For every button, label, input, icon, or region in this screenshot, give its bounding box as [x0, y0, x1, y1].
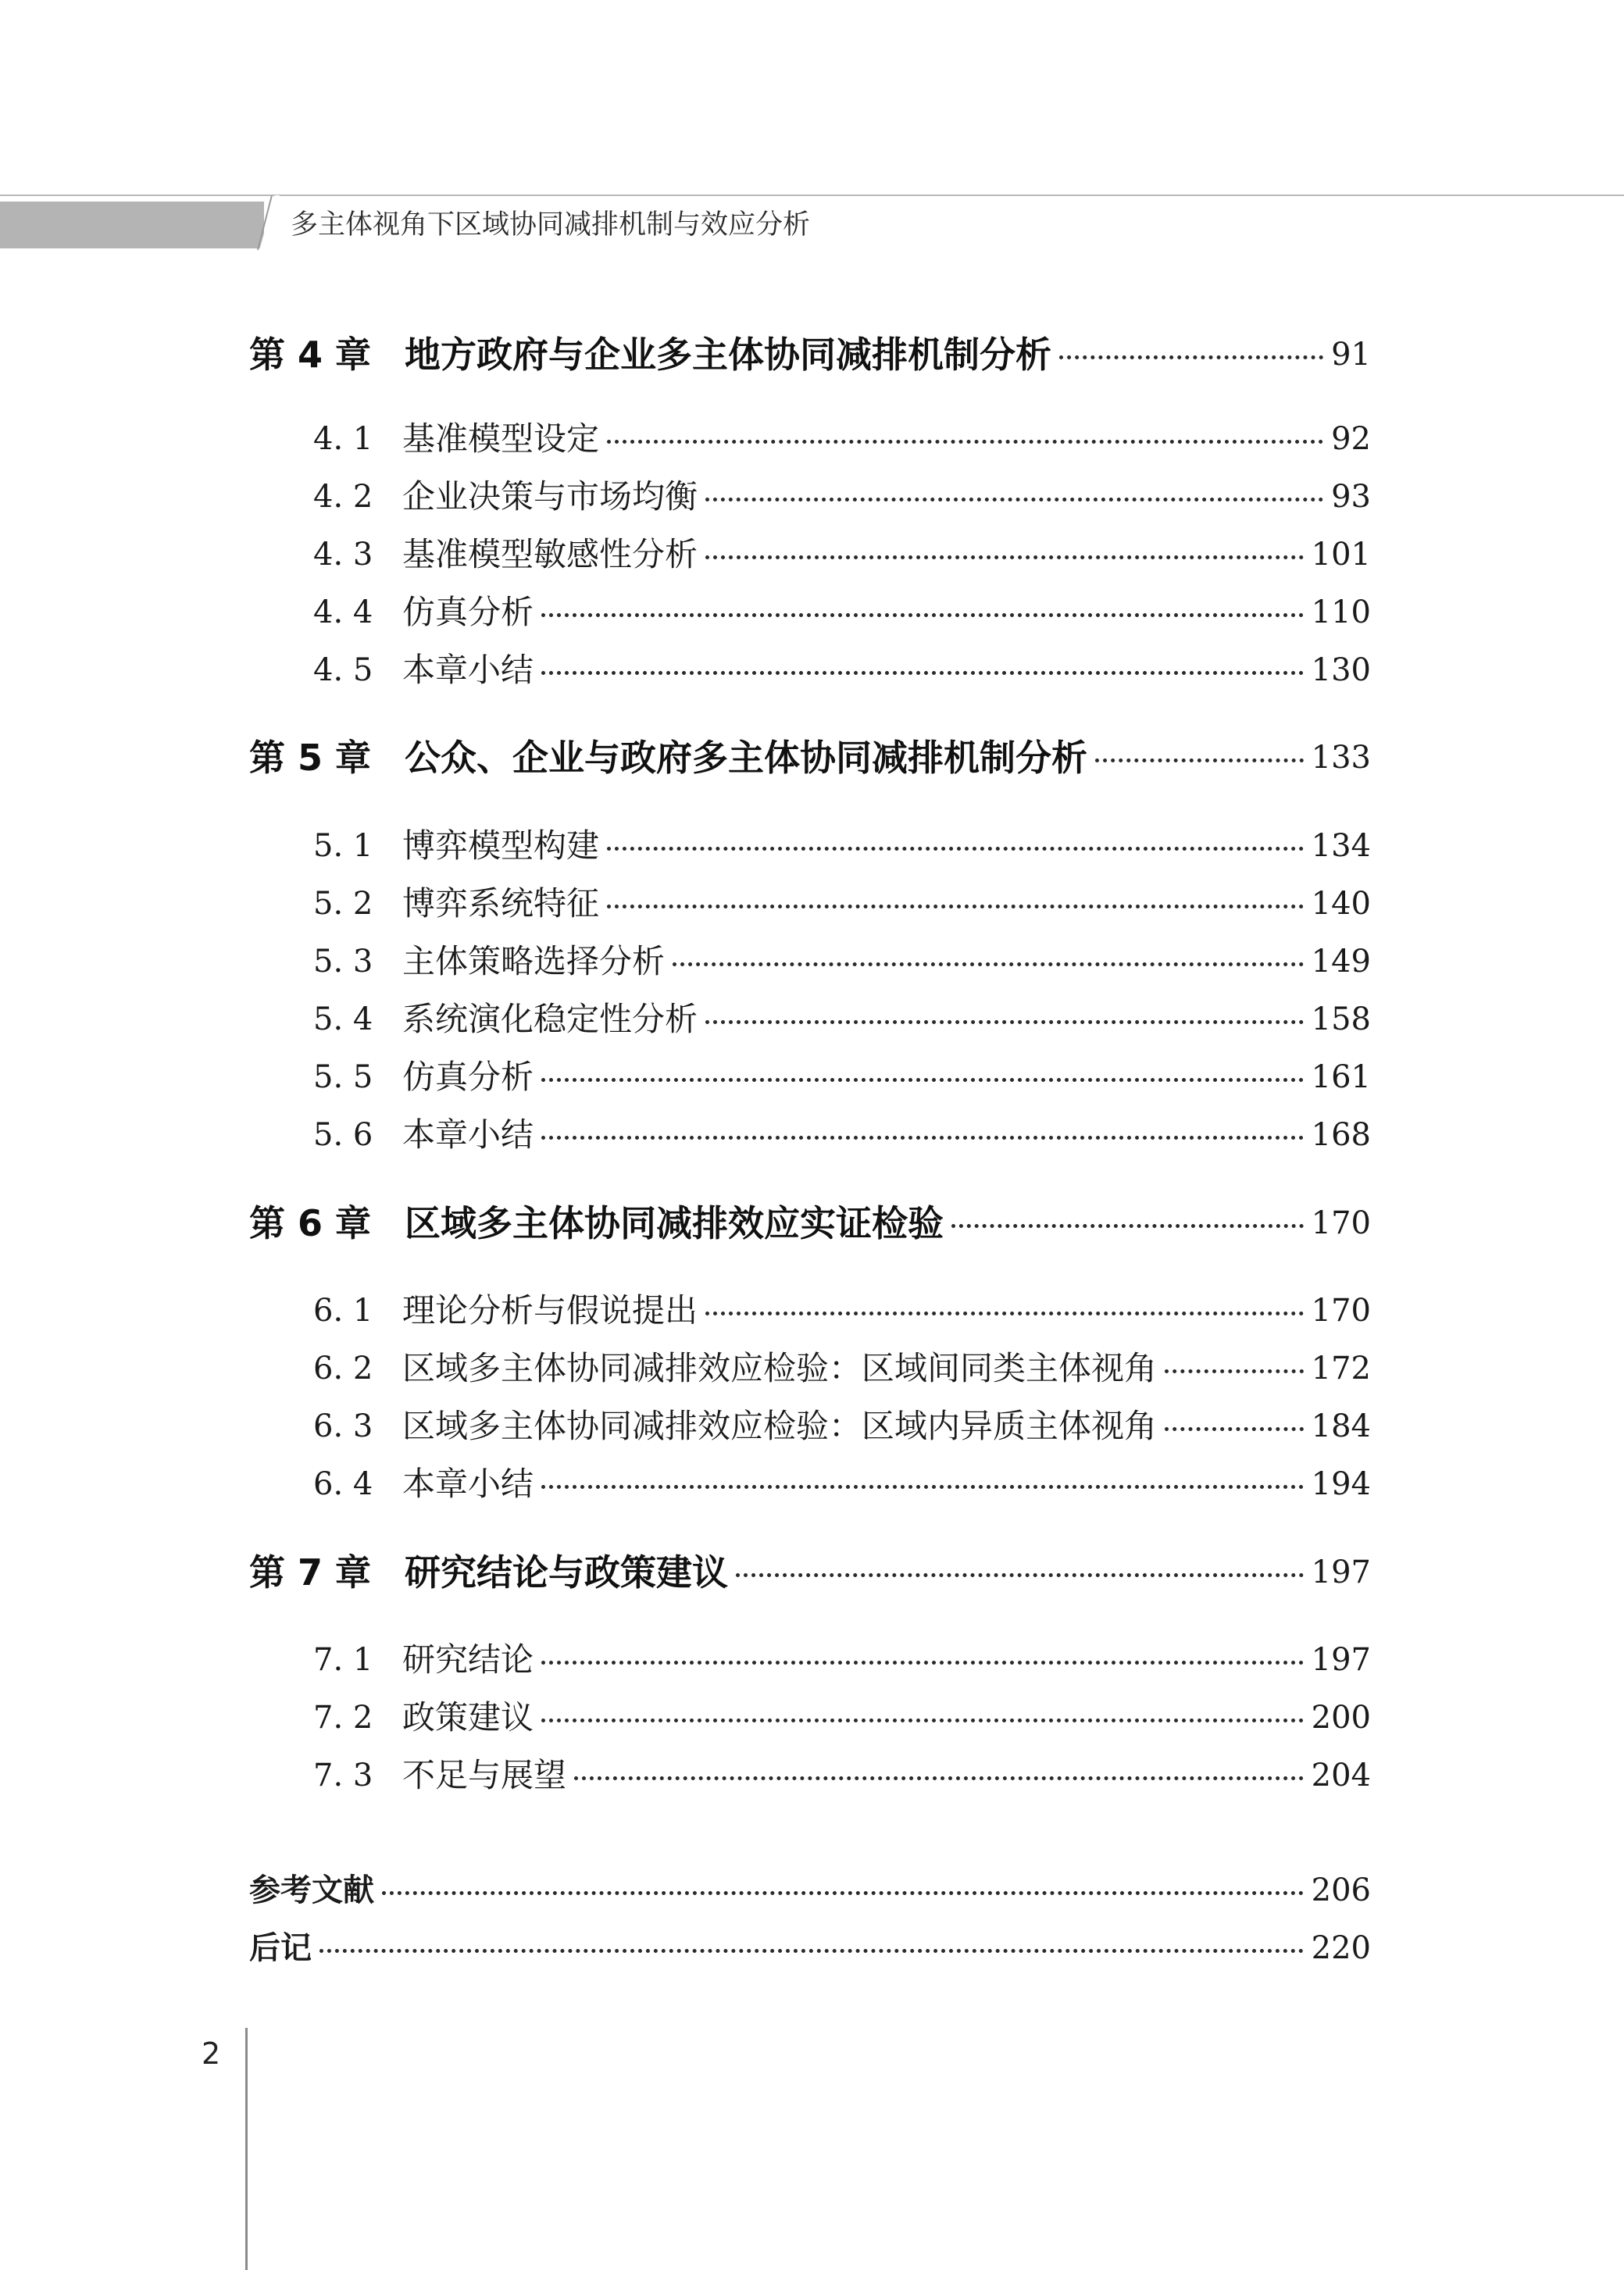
page-ref: 158 — [1305, 997, 1371, 1042]
section-title: 基准模型敏感性分析 — [402, 532, 702, 577]
page-ref: 91 — [1325, 332, 1371, 377]
chapter-number: 第 7 章 — [249, 1551, 372, 1594]
dot-leader — [705, 1020, 1304, 1024]
section-title: 仿真分析 — [402, 590, 538, 635]
section-title: 本章小结 — [402, 1462, 538, 1507]
page-ref: 206 — [1305, 1868, 1371, 1913]
section-number: 5. 6 — [313, 1117, 373, 1153]
page-ref: 170 — [1305, 1201, 1371, 1246]
toc-chapter-entry[interactable] — [0, 332, 1624, 377]
toc-section-entry[interactable] — [0, 1637, 1624, 1683]
section-number: 4. 2 — [313, 479, 373, 515]
chapter-title: 地方政府与企业多主体协同减排机制分析 — [405, 332, 1056, 377]
section-number: 5. 3 — [313, 944, 373, 980]
chapter-number: 第 5 章 — [249, 737, 372, 779]
section-number: 4. 1 — [313, 421, 373, 457]
chapter-title: 区域多主体协同减排效应实证检验 — [405, 1201, 948, 1246]
page-ref: 170 — [1305, 1288, 1371, 1333]
dot-leader — [1165, 1369, 1304, 1373]
section-title: 理论分析与假说提出 — [402, 1288, 702, 1333]
dot-leader — [705, 1312, 1304, 1315]
section-title: 政策建议 — [402, 1695, 538, 1740]
toc-backmatter-entry[interactable] — [0, 1868, 1624, 1913]
section-number: 4. 5 — [313, 652, 373, 688]
chapter-number: 第 6 章 — [249, 1202, 372, 1244]
dot-leader — [673, 962, 1304, 966]
dot-leader — [574, 1776, 1304, 1780]
page-ref: 197 — [1305, 1637, 1371, 1683]
toc-section-entry[interactable] — [0, 1695, 1624, 1740]
page-ref: 184 — [1305, 1404, 1371, 1449]
dot-leader — [541, 1136, 1304, 1140]
section-number: 7. 3 — [313, 1758, 373, 1794]
page-ref: 101 — [1305, 532, 1371, 577]
page-ref: 130 — [1305, 648, 1371, 693]
page-ref: 134 — [1305, 823, 1371, 869]
dot-leader — [541, 1078, 1304, 1082]
section-number: 4. 3 — [313, 537, 373, 573]
dot-leader — [1165, 1427, 1304, 1431]
toc-section-entry[interactable] — [0, 881, 1624, 926]
section-title: 不足与展望 — [402, 1753, 571, 1798]
page-ref: 140 — [1305, 881, 1371, 926]
section-number: 6. 4 — [313, 1466, 373, 1502]
toc-section-entry[interactable] — [0, 1462, 1624, 1507]
section-title: 主体策略选择分析 — [402, 939, 669, 984]
section-number: 6. 1 — [313, 1293, 373, 1329]
page-ref: 220 — [1305, 1926, 1371, 1971]
toc-section-entry[interactable] — [0, 1112, 1624, 1158]
dot-leader — [541, 1661, 1304, 1665]
dot-leader — [541, 613, 1304, 617]
toc-chapter-entry[interactable] — [0, 1550, 1624, 1595]
section-number: 7. 2 — [313, 1700, 373, 1736]
folio-rule — [245, 2028, 248, 2270]
dot-leader — [319, 1949, 1304, 1953]
dot-leader — [541, 1719, 1304, 1722]
running-header-title: 多主体视角下区域协同减排机制与效应分析 — [291, 209, 811, 241]
page-ref: 194 — [1305, 1462, 1371, 1507]
toc-section-entry[interactable] — [0, 474, 1624, 519]
section-title: 区域多主体协同减排效应检验：区域间同类主体视角 — [402, 1346, 1162, 1391]
dot-leader — [951, 1224, 1304, 1228]
toc-section-entry[interactable] — [0, 416, 1624, 462]
page-ref: 92 — [1325, 416, 1371, 462]
chapter-title: 公众、企业与政府多主体协同减排机制分析 — [405, 735, 1092, 780]
toc-section-entry[interactable] — [0, 590, 1624, 635]
section-title: 博弈系统特征 — [402, 881, 604, 926]
dot-leader — [607, 847, 1304, 851]
dot-leader — [736, 1573, 1304, 1577]
section-number: 5. 4 — [313, 1001, 373, 1037]
toc-section-entry[interactable] — [0, 1753, 1624, 1798]
chapter-title: 研究结论与政策建议 — [405, 1550, 733, 1595]
section-number: 5. 2 — [313, 886, 373, 922]
toc-section-entry[interactable] — [0, 1288, 1624, 1333]
section-title: 本章小结 — [402, 648, 538, 693]
chapter-number: 第 4 章 — [249, 334, 372, 376]
toc-chapter-entry[interactable] — [0, 1201, 1624, 1246]
dot-leader — [705, 555, 1304, 559]
dot-leader — [541, 1485, 1304, 1489]
toc-section-entry[interactable] — [0, 1055, 1624, 1100]
dot-leader — [607, 440, 1323, 444]
page-ref: 93 — [1325, 474, 1371, 519]
back-title: 后记 — [249, 1926, 316, 1971]
section-title: 研究结论 — [402, 1637, 538, 1683]
section-number: 6. 3 — [313, 1408, 373, 1444]
page-ref: 197 — [1305, 1550, 1371, 1595]
page-ref: 168 — [1305, 1112, 1371, 1158]
dot-leader — [607, 905, 1304, 908]
toc-section-entry[interactable] — [0, 997, 1624, 1042]
dot-leader — [1095, 758, 1304, 762]
section-number: 5. 5 — [313, 1059, 373, 1095]
dot-leader — [705, 498, 1323, 501]
page-ref: 133 — [1305, 735, 1371, 780]
section-title: 基准模型设定 — [402, 416, 604, 462]
back-title: 参考文献 — [249, 1868, 379, 1913]
section-title: 博弈模型构建 — [402, 823, 604, 869]
dot-leader — [541, 671, 1304, 675]
page-ref: 200 — [1305, 1695, 1371, 1740]
page-ref: 172 — [1305, 1346, 1371, 1391]
page-ref: 161 — [1305, 1055, 1371, 1100]
section-number: 5. 1 — [313, 828, 373, 864]
page-ref: 110 — [1305, 590, 1371, 635]
section-title: 系统演化稳定性分析 — [402, 997, 702, 1042]
page-ref: 149 — [1305, 939, 1371, 984]
toc-chapter-entry[interactable] — [0, 735, 1624, 780]
toc-section-entry[interactable] — [0, 1346, 1624, 1391]
toc-section-entry[interactable] — [0, 823, 1624, 869]
dot-leader — [1059, 355, 1323, 359]
section-number: 7. 1 — [313, 1642, 373, 1678]
section-number: 4. 4 — [313, 594, 373, 630]
toc-section-entry[interactable] — [0, 939, 1624, 984]
section-number: 6. 2 — [313, 1351, 373, 1387]
toc-section-entry[interactable] — [0, 648, 1624, 693]
page-ref: 204 — [1305, 1753, 1371, 1798]
section-title: 本章小结 — [402, 1112, 538, 1158]
section-title: 企业决策与市场均衡 — [402, 474, 702, 519]
toc-section-entry[interactable] — [0, 1404, 1624, 1449]
page-number: 2 — [202, 2036, 221, 2071]
toc-section-entry[interactable] — [0, 532, 1624, 577]
dot-leader — [382, 1891, 1304, 1895]
section-title: 仿真分析 — [402, 1055, 538, 1100]
toc-backmatter-entry[interactable] — [0, 1926, 1624, 1971]
section-title: 区域多主体协同减排效应检验：区域内异质主体视角 — [402, 1404, 1162, 1449]
